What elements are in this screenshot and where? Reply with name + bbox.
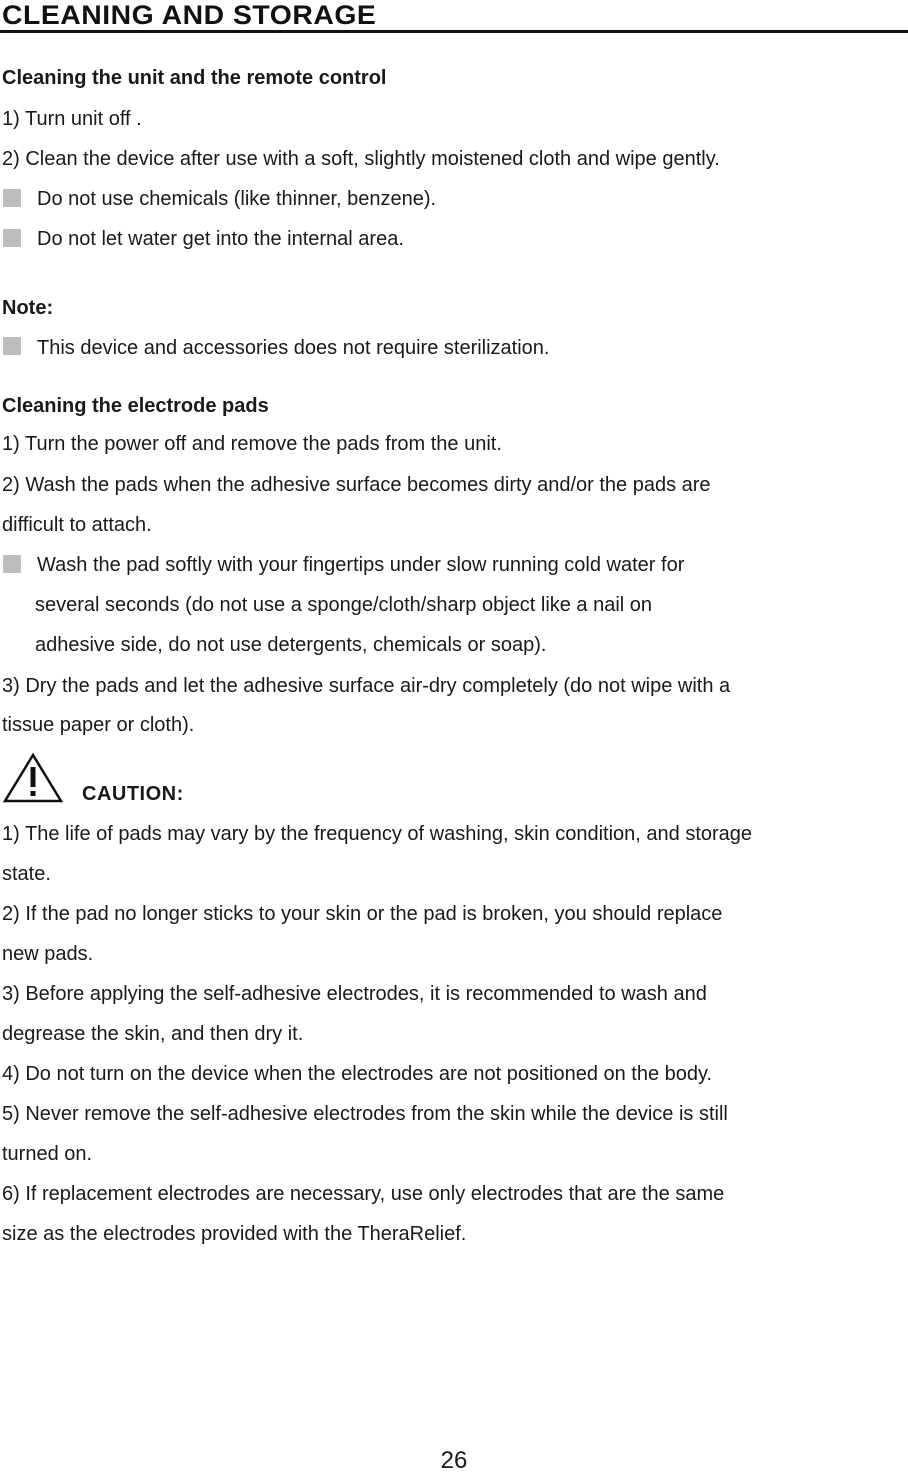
list-item: 1) Turn the power off and remove the pads from the unit. [2, 433, 502, 455]
square-bullet-icon [3, 337, 21, 355]
square-bullet-icon [3, 189, 21, 207]
list-item: Do not let water get into the internal area. [37, 228, 404, 250]
page-title: CLEANING AND STORAGE [2, 0, 377, 30]
warning-triangle-icon [2, 752, 64, 804]
list-item: Wash the pad softly with your fingertips under slow running cold water for [37, 554, 685, 576]
list-item: 3) Before applying the self-adhesive electrodes, it is recommended to wash and [2, 983, 707, 1005]
list-item: This device and accessories does not require sterilization. [37, 337, 550, 359]
list-item: 5) Never remove the self-adhesive electrodes from the skin while the device is still [2, 1103, 728, 1125]
list-item: 1) The life of pads may vary by the frequency of washing, skin condition, and storage [2, 823, 753, 845]
list-item: 2) Clean the device after use with a soft, slightly moistened cloth and wipe gently. [2, 148, 720, 170]
list-item: turned on. [2, 1143, 93, 1165]
list-item: 2) Wash the pads when the adhesive surface becomes dirty and/or the pads are [2, 474, 711, 496]
square-bullet-icon [3, 229, 21, 247]
list-item: state. [2, 863, 51, 885]
list-item: Do not use chemicals (like thinner, benzene). [37, 188, 437, 210]
list-item: 6) If replacement electrodes are necessary, use only electrodes that are the same [2, 1183, 725, 1205]
list-item: difficult to attach. [2, 514, 152, 536]
list-item: tissue paper or cloth). [2, 714, 195, 736]
title-rule [0, 30, 908, 33]
list-item: new pads. [2, 943, 94, 965]
section-heading-unit: Cleaning the unit and the remote control [2, 67, 387, 89]
list-item: adhesive side, do not use detergents, chemicals or soap). [35, 634, 547, 656]
note-heading: Note: [2, 297, 54, 319]
section-heading-pads: Cleaning the electrode pads [2, 395, 269, 417]
list-item: 2) If the pad no longer sticks to your skin or the pad is broken, you should replace [2, 903, 723, 925]
page-number: 26 [440, 1447, 468, 1474]
list-item: size as the electrodes provided with the TheraRelief. [2, 1223, 467, 1245]
list-item: degrease the skin, and then dry it. [2, 1023, 304, 1045]
square-bullet-icon [3, 555, 21, 573]
list-item: 3) Dry the pads and let the adhesive surface air-dry completely (do not wipe with a [2, 675, 731, 697]
list-item: 1) Turn unit off . [2, 108, 142, 130]
caution-label: CAUTION: [82, 783, 184, 805]
list-item: 4) Do not turn on the device when the electrodes are not positioned on the body. [2, 1063, 713, 1085]
list-item: several seconds (do not use a sponge/cloth/sharp object like a nail on [35, 594, 653, 616]
